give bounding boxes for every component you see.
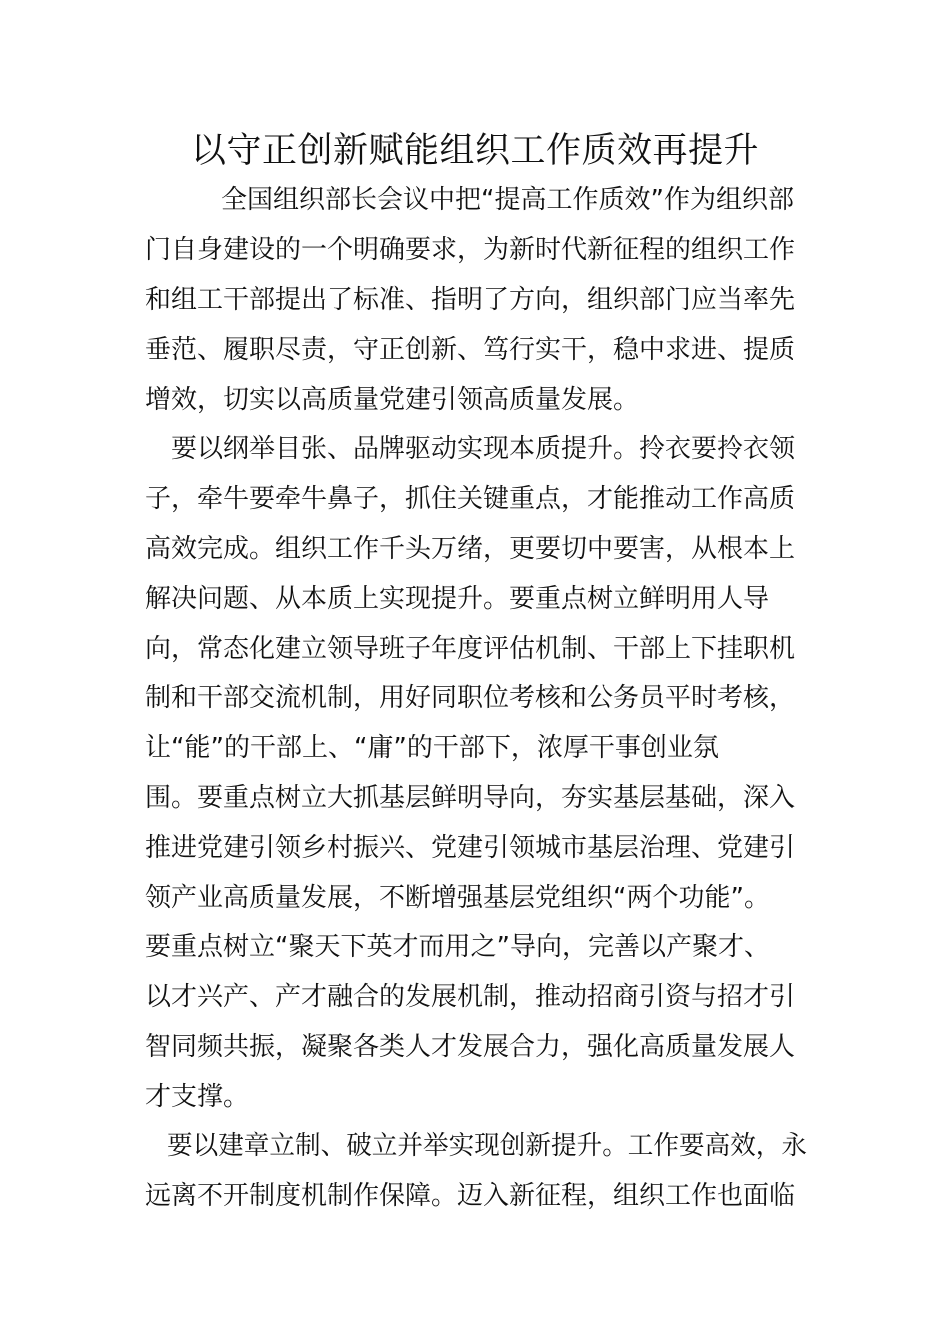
paragraph-2-line-7: 让“能”的干部上、“庸”的干部下，浓厚干事创业氛 bbox=[145, 733, 719, 763]
paragraph-2-line-13: 智同频共振，凝聚各类人才发展合力，强化高质量发展人 bbox=[145, 1032, 796, 1062]
paragraph-2-line-9: 推进党建引领乡村振兴、党建引领城市基层治理、党建引 bbox=[145, 833, 796, 863]
paragraph-2-line-10: 领产业高质量发展，不断增强基层党组织“两个功能”。 bbox=[145, 883, 770, 913]
paragraph-3-line-1: 要以建章立制、破立并举实现创新提升。工作要高效，永 bbox=[167, 1131, 808, 1161]
paragraph-2-line-5: 向，常态化建立领导班子年度评估机制、干部上下挂职机 bbox=[145, 634, 796, 664]
paragraph-2-line-14: 才支撑。 bbox=[145, 1082, 250, 1112]
paragraph-2-line-12: 以才兴产、产才融合的发展机制，推动招商引资与招才引 bbox=[145, 982, 796, 1012]
paragraph-2-line-3: 高效完成。组织工作千头万绪，更要切中要害，从根本上 bbox=[145, 534, 796, 564]
paragraph-3-line-2: 远离不开制度机制作保障。迈入新征程，组织工作也面临 bbox=[145, 1181, 796, 1211]
paragraph-2-line-6: 制和干部交流机制，用好同职位考核和公务员平时考核， bbox=[145, 683, 796, 713]
paragraph-1-line-2: 门自身建设的一个明确要求，为新时代新征程的组织工作 bbox=[145, 235, 796, 265]
paragraph-2-line-4: 解决问题、从本质上实现提升。要重点树立鲜明用人导 bbox=[145, 584, 770, 614]
paragraph-2-line-8: 围。要重点树立大抓基层鲜明导向，夯实基层基础，深入 bbox=[145, 783, 796, 813]
paragraph-2-line-1: 要以纲举目张、品牌驱动实现本质提升。拎衣要拎衣领 bbox=[171, 434, 796, 464]
paragraph-1-line-3: 和组工干部提出了标准、指明了方向，组织部门应当率先 bbox=[145, 285, 796, 315]
paragraph-2-line-2: 子，牵牛要牵牛鼻子，抓住关键重点，才能推动工作高质 bbox=[145, 484, 796, 514]
paragraph-1-line-1: 全国组织部长会议中把“提高工作质效”作为组织部 bbox=[221, 185, 794, 215]
paragraph-1-line-4: 垂范、履职尽责，守正创新、笃行实干，稳中求进、提质 bbox=[145, 335, 796, 365]
paragraph-1-line-5: 增效，切实以高质量党建引领高质量发展。 bbox=[145, 385, 640, 415]
document-title: 以守正创新赋能组织工作质效再提升 bbox=[190, 131, 759, 171]
paragraph-2-line-11: 要重点树立“聚天下英才而用之”导向，完善以产聚才、 bbox=[145, 932, 770, 962]
